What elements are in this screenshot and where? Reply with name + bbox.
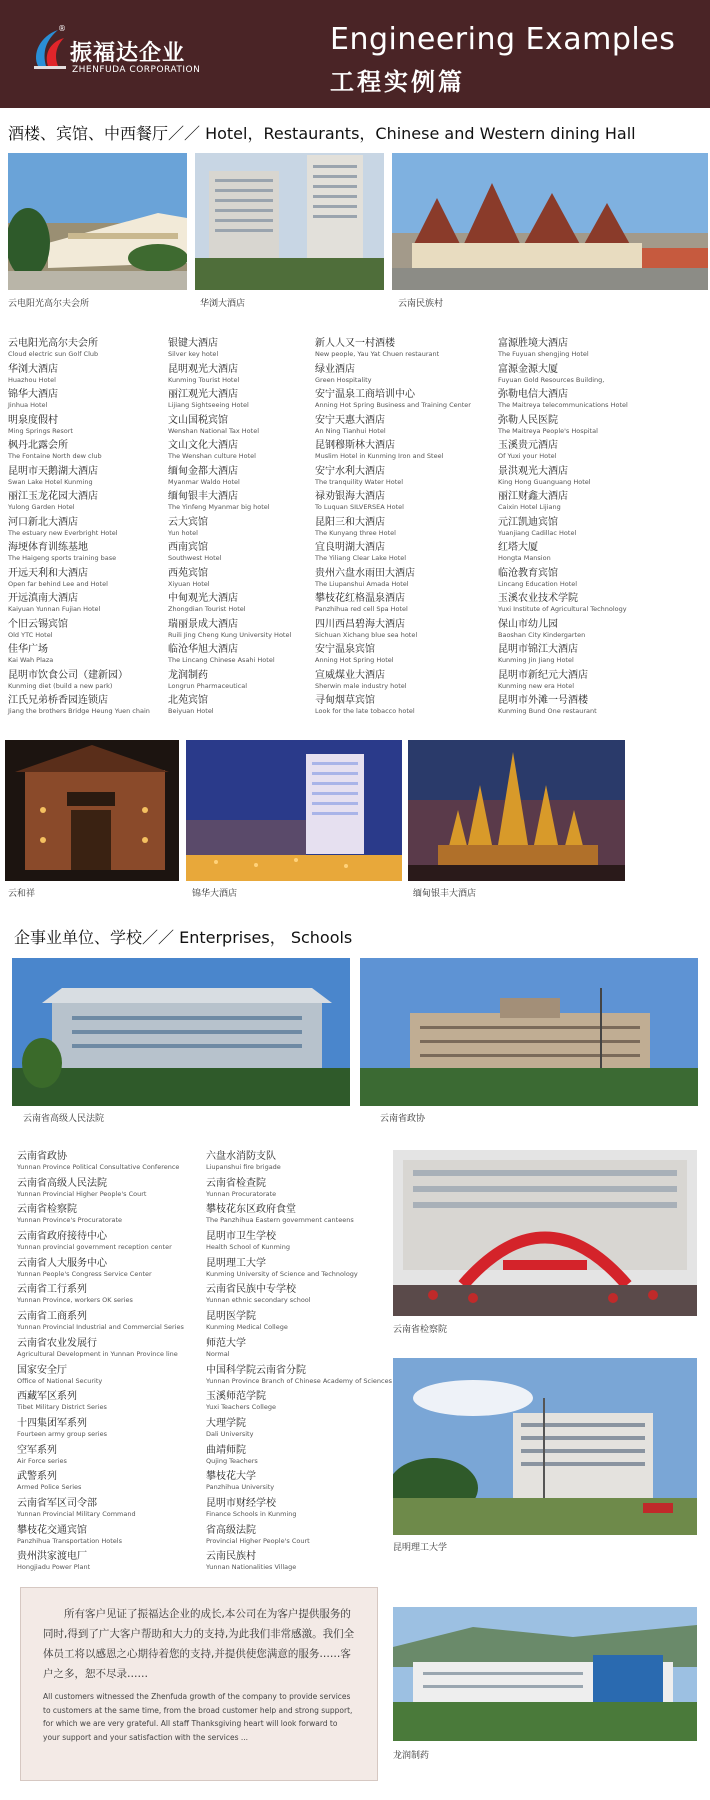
list-item-name-en: Jinhua Hotel [8,401,48,409]
list-item-name-en: Silver key hotel [168,350,219,358]
list-item-name-cn: 十四集团军系列 [17,1417,87,1429]
list-item-name-cn: 个旧云锡宾馆 [8,618,68,630]
list-item [315,439,515,465]
list-item-name-cn: 云南省高级人民法院 [17,1177,107,1189]
list-item-name-cn: 寻甸烟草宾馆 [315,695,375,706]
brand-name-cn: 振福达企业 [70,41,186,66]
list-item [17,1283,207,1310]
list-item-name-cn: 西苑宾馆 [168,567,208,579]
list-item-name-cn: 贵州六盘水雨田大酒店 [315,567,415,579]
list-item [206,1150,396,1177]
list-item-name-en: Open far behind Lee and Hotel [8,579,108,588]
list-item-name-en: Of Yuxi your Hotel [498,452,557,460]
list-item-name-en: Sherwin male industry hotel [315,681,407,690]
photo-yunhexiang [5,740,179,881]
list-item-name-cn: 云南省工商系列 [17,1311,87,1323]
list-item [17,1364,207,1391]
list-item [315,414,515,440]
caption-cppcc: 云南省政协 [380,1114,426,1124]
list-item-name-en: Look for the late tobacco hotel [315,707,415,715]
list-item-name-cn: 江氏兄弟桥香园连锁店 [8,695,108,706]
list-item-name-en: Qujing Teachers [206,1456,258,1465]
list-item-name-cn: 瑞丽景成大酒店 [168,618,238,630]
list-item-name-cn: 昆明医学院 [206,1311,256,1323]
list-item [498,363,698,389]
list-item-name-cn: 昆明观光大酒店 [168,363,238,375]
list-item-name-en: Kunming diet (build a new park) [8,681,113,690]
list-item-name-cn: 云电阳光高尔夫会所 [8,338,98,349]
list-item-name-en: Yunnan Provincial Higher People's Court [17,1189,147,1198]
caption-myanmar-yinfeng-hotel: 缅甸银丰大酒店 [413,889,477,899]
list-item-name-en: Yulong Garden Hotel [8,503,75,511]
list-item-name-cn: 云南省政协 [17,1151,67,1162]
list-item-name-cn: 华浏大酒店 [8,363,58,375]
list-item-name-en: Kunming Bund One restaurant [498,707,597,715]
list-item [206,1417,396,1444]
list-item [17,1203,207,1230]
list-item-name-cn: 文山文化大酒店 [168,440,238,451]
photo-cppcc [360,958,698,1106]
list-item-name-en: Panzhihua Transportation Hotels [17,1536,122,1545]
list-item-name-en: Beiyuan Hotel [168,707,214,715]
list-item-name-en: Yunnan Province's Procuratorate [17,1216,123,1225]
list-item-name-en: Yunnan ethnic secondary school [206,1296,311,1305]
list-item-name-cn: 安宁温泉工商培训中心 [315,389,415,400]
list-item [315,541,515,567]
list-item-name-en: The Wenshan culture Hotel [168,452,256,460]
list-item-name-cn: 云大宾馆 [168,516,208,528]
list-item-name-en: Swan Lake Hotel Kunming [8,477,93,486]
list-item-name-en: Xiyuan Hotel [168,579,210,588]
list-item-name-en: The tranquility Water Hotel [315,477,404,486]
list-item-name-cn: 临沧教育宾馆 [498,567,558,579]
list-item [498,567,698,593]
list-item-name-en: Caixin Hotel Lijiang [498,503,561,511]
section-title-enterprises: 企事业单位、学校／／ Enterprises， Schools [14,928,353,947]
list-item [315,490,515,516]
list-item-name-cn: 云南省人大服务中心 [17,1257,107,1269]
list-item-name-cn: 缅甸银丰大酒店 [168,491,238,502]
list-item-name-en: Dali University [206,1429,254,1438]
registered-mark: ® [58,24,66,33]
list-item-name-cn: 攀枝花大学 [206,1471,256,1483]
list-item [315,388,515,414]
list-item [206,1310,396,1337]
list-item-name-cn: 元江凯迪宾馆 [498,516,558,528]
list-item-name-en: An Ning Tianhui Hotel [315,426,386,435]
list-item-name-cn: 海埂体育训练基地 [8,542,88,553]
header-banner [0,0,710,108]
list-item-name-en: Green Hospitality [315,375,372,384]
list-item-name-cn: 丽江财鑫大酒店 [498,491,568,502]
list-item-name-en: Anning Hot Spring Business and Training Center [315,401,471,409]
list-item [315,516,515,542]
list-item-name-en: Kunming Jin Jiang Hotel [498,656,574,664]
list-item-name-cn: 贵州洪家渡电厂 [17,1551,87,1563]
list-item-name-cn: 弥勒人民医院 [498,414,558,426]
list-item-name-cn: 师范大学 [206,1337,246,1349]
list-item-name-en: Kaiyuan Yunnan Fujian Hotel [8,605,101,613]
list-item [498,592,698,618]
list-item-name-cn: 大理学院 [206,1417,246,1429]
list-item-name-cn: 安宁水利大酒店 [315,465,385,477]
list-item-name-en: Tibet Military District Series [17,1403,107,1412]
list-item-name-cn: 云南民族村 [206,1551,256,1563]
list-item-name-en: The Yinfeng Myanmar big hotel [168,503,270,511]
list-item-name-en: Yuanjiang Cadillac Hotel [498,528,577,537]
list-item-name-en: The Maitreya telecommunications Hotel [498,401,628,409]
list-item-name-cn: 昆明市外滩一号酒楼 [498,695,588,706]
list-item [206,1203,396,1230]
list-item [17,1230,207,1257]
list-item-name-cn: 四川西昌碧海大酒店 [315,618,405,630]
list-item-name-en: Yunnan Provincial Military Command [17,1509,136,1518]
list-item-name-en: The Liupanshui Amada Hotel [315,579,409,588]
list-item-name-en: Wenshan National Tax Hotel [168,426,259,435]
list-item-name-cn: 攀枝花交通宾馆 [17,1524,87,1536]
list-item-name-en: The Kunyang three Hotel [315,528,396,537]
list-item [315,465,515,491]
list-item-name-en: Finance Schools in Kunming [206,1509,297,1518]
list-item-name-en: The Lincang Chinese Asahi Hotel [168,656,275,664]
list-item-name-cn: 云南省农业发展行 [17,1337,97,1349]
list-item-name-en: Yunnan Procuratorate [206,1189,277,1198]
list-item-name-en: The estuary new Everbright Hotel [8,528,118,537]
list-item-name-cn: 六盘水消防支队 [206,1151,276,1162]
list-item [498,669,698,695]
list-item [315,643,515,669]
list-item-name-cn: 丽江观光大酒店 [168,389,238,400]
list-item [206,1497,396,1524]
list-item-name-cn: 云南省工行系列 [17,1284,87,1296]
list-item-name-en: The Fuyuan shengjing Hotel [498,350,589,358]
list-item-name-cn: 昆阳三和大酒店 [315,516,385,528]
list-item-name-cn: 枫丹北露会所 [8,440,68,451]
list-item-name-en: Sichuan Xichang blue sea hotel [315,630,418,639]
list-item-name-en: Yuxi Institute of Agricultural Technology [498,605,627,613]
list-item-name-en: The Maitreya People's Hospital [498,426,598,435]
list-item [498,490,698,516]
list-item-name-cn: 银键大酒店 [168,338,218,349]
list-item [498,694,698,720]
list-item-name-cn: 昆钢穆斯林大酒店 [315,440,395,451]
list-item-name-en: Kunming new era Hotel [498,681,575,690]
caption-huazhou-hotel: 华浏大酒店 [200,299,246,309]
list-item-name-en: New people, Yau Yat Chuen restaurant [315,350,440,358]
list-item [315,592,515,618]
list-item-name-cn: 空军系列 [17,1444,57,1456]
list-item-name-cn: 临沧华旭大酒店 [168,644,238,655]
list-item [17,1337,207,1364]
list-item-name-en: Yun hotel [168,528,198,537]
caption-procuratorate: 云南省检察院 [393,1325,448,1335]
list-item-name-cn: 缅甸金都大酒店 [168,465,238,477]
list-item [498,618,698,644]
photo-golf-club [8,153,187,290]
photo-jinhua-hotel [186,740,402,881]
list-item-name-cn: 文山国税宾馆 [168,414,228,426]
list-item-name-cn: 龙润制药 [168,669,208,681]
list-item [17,1497,207,1524]
list-item-name-en: Provincial Higher People's Court [206,1536,310,1545]
list-item [315,363,515,389]
list-item-name-cn: 昆明市新纪元大酒店 [498,669,588,681]
list-item-name-en: Cloud electric sun Golf Club [8,350,99,358]
list-item-name-en: Yunnan provincial government reception center [17,1243,172,1252]
list-item-name-en: Yuxi Teachers College [206,1403,276,1412]
list-item-name-cn: 武警系列 [17,1471,57,1483]
list-item-name-en: To Luquan SILVERSEA Hotel [315,503,404,511]
list-item [498,643,698,669]
list-item-name-en: Anning Hot Spring Hotel [315,656,394,664]
list-item-name-cn: 丽江玉龙花园大酒店 [8,491,98,502]
list-item-name-cn: 宜良明湖大酒店 [315,542,385,553]
list-item-name-cn: 宣威煤业大酒店 [315,669,385,681]
list-item [206,1390,396,1417]
list-item-name-cn: 富源金源大厦 [498,363,558,375]
list-item-name-en: Yunnan Province Political Consultative Conference [17,1163,180,1171]
page-title-cn: 工程实例篇 [330,68,465,96]
list-item-name-en: Old YTC Hotel [8,630,53,639]
list-item [498,516,698,542]
list-item-name-cn: 玉溪农业技术学院 [498,593,578,604]
list-item-name-cn: 省高级法院 [206,1524,256,1536]
list-item [206,1524,396,1551]
list-item [17,1390,207,1417]
list-item-name-cn: 云南省军区司令部 [17,1497,97,1509]
brand-name-en: ZHENFUDA CORPORATION [72,65,201,75]
list-item [315,618,515,644]
list-item-name-en: Baoshan City Kindergarten [498,630,586,639]
list-item-name-en: Panzhihua University [206,1483,275,1492]
list-item-name-en: Yunnan People's Congress Service Center [17,1269,152,1278]
photo-kunming-univ-sci-tech [393,1358,697,1535]
list-item-name-cn: 新人人又一村酒楼 [315,338,395,349]
list-item-name-en: Armed Police Series [17,1483,82,1492]
list-item [206,1230,396,1257]
list-item-name-cn: 开远滇南大酒店 [8,593,78,604]
caption-nationalities-village: 云南民族村 [398,299,444,309]
list-item [17,1177,207,1204]
list-item-name-en: King Hong Guanguang Hotel [498,477,591,486]
list-item [206,1177,396,1204]
photo-longrun-pharma [393,1607,697,1741]
list-item-name-cn: 攀枝花东区政府食堂 [206,1204,296,1216]
list-item-name-en: Yunnan Provincial Industrial and Commercial Series [17,1323,184,1332]
photo-huazhou-hotel [195,153,384,290]
list-item [206,1364,396,1391]
list-item-name-cn: 云南省民族中专学校 [206,1284,296,1296]
list-item-name-en: The Fontaine North dew club [8,452,102,460]
list-item-name-cn: 国家安全厅 [17,1364,67,1376]
list-item-name-cn: 北苑宾馆 [168,695,208,706]
list-item-name-cn: 昆明市卫生学校 [206,1231,276,1243]
list-item-name-en: Air Force series [17,1456,67,1465]
caption-yunhexiang: 云和祥 [8,889,36,899]
list-item-name-en: Yunnan Province Branch of Chinese Academy of Sciences [206,1376,393,1385]
list-item-name-en: Muslim Hotel in Kunming Iron and Steel [315,452,444,460]
list-item [315,669,515,695]
list-item [315,337,515,363]
list-item [498,388,698,414]
list-item-name-en: Kunming University of Science and Technology [206,1269,358,1278]
list-item-name-cn: 昆明市锦江大酒店 [498,644,578,655]
list-item-name-cn: 开远天利和大酒店 [8,567,88,579]
list-item [17,1524,207,1551]
hotel-list-column-3 [315,337,515,720]
list-item-name-cn: 红塔大厦 [498,542,538,553]
list-item [315,694,515,720]
list-item-name-en: Panzhihua red cell Spa Hotel [315,605,408,613]
list-item-name-cn: 安宁天惠大酒店 [315,414,385,426]
list-item-name-en: Agricultural Development in Yunnan Province line [17,1349,178,1358]
notice-text-en: All customers witnessed the Zhenfuda growth of the company to provide services to customers at the same time, from the broad customer help and strong support, for which we are very grateful. All staff Thanksgiving heart will look forward to your support and your satisfaction with the services ... [43,1692,353,1742]
section-title-hotels: 酒楼、宾馆、中西餐厅／／ Hotel，Restaurants，Chinese and Western dining Hall [8,124,636,143]
caption-longrun-pharma: 龙润制药 [393,1751,430,1761]
list-item-name-cn: 西藏军区系列 [17,1391,77,1403]
list-item [17,1470,207,1497]
list-item [206,1444,396,1471]
photo-nationalities-village [392,153,708,290]
list-item-name-cn: 曲靖师院 [206,1444,246,1456]
list-item-name-cn: 中国科学院云南省分院 [206,1364,306,1376]
caption-golf-club: 云电阳光高尔夫会所 [8,299,90,309]
page-title-en: Engineering Examples [330,22,676,57]
list-item-name-cn: 明泉度假村 [8,414,58,426]
list-item [498,465,698,491]
list-item-name-cn: 中甸观光大酒店 [168,593,238,604]
list-item-name-cn: 安宁温泉宾馆 [315,644,375,655]
list-item-name-cn: 绿业酒店 [315,363,355,375]
list-item-name-cn: 云南省政府接待中心 [17,1231,107,1243]
list-item [17,1444,207,1471]
list-item-name-en: Normal [206,1349,230,1358]
list-item-name-en: Yunnan Nationalities Village [206,1563,297,1572]
list-item-name-en: Longrun Pharmaceutical [168,681,248,690]
list-item-name-en: Myanmar Waldo Hotel [168,477,240,486]
list-item-name-cn: 景洪观光大酒店 [498,465,568,477]
zhenfuda-logo-icon [30,26,70,74]
list-item-name-cn: 攀枝花红格温泉酒店 [315,593,405,604]
list-item-name-en: The Panzhihua Eastern government canteens [206,1216,354,1225]
list-item [17,1550,207,1577]
list-item [17,1150,207,1177]
list-item [206,1337,396,1364]
list-item-name-cn: 富源胜境大酒店 [498,338,568,349]
list-item-name-cn: 云南省检查院 [206,1177,266,1189]
list-item-name-cn: 保山市幼儿园 [498,618,558,630]
caption-jinhua-hotel: 锦华大酒店 [192,889,238,899]
list-item-name-en: The Yiliang Clear Lake Hotel [315,554,407,562]
list-item-name-cn: 玉溪贵元酒店 [498,440,558,451]
list-item-name-en: Kunming Tourist Hotel [168,375,240,384]
photo-higher-peoples-court [12,958,350,1106]
list-item-name-en: Fourteen army group series [17,1429,107,1438]
list-item-name-cn: 昆明理工大学 [206,1257,266,1269]
list-item-name-cn: 昆明市财经学校 [206,1497,276,1509]
list-item-name-en: Health School of Kunming [206,1243,290,1252]
list-item-name-en: Jiang the brothers Bridge Heung Yuen chain [8,707,150,715]
list-item-name-en: Zhongdian Tourist Hotel [168,605,246,613]
list-item [17,1417,207,1444]
photo-myanmar-yinfeng-hotel [408,740,625,881]
list-item-name-cn: 昆明市饮食公司（建新园） [8,669,128,681]
list-item-name-cn: 河口新北大酒店 [8,516,78,528]
list-item-name-en: Hongta Mansion [498,554,551,562]
list-item [315,567,515,593]
enterprise-list-column-2 [206,1150,396,1577]
list-item-name-cn: 云南省检察院 [17,1204,77,1216]
list-item-name-en: Kunming Medical College [206,1323,288,1332]
list-item-name-cn: 弥勒电信大酒店 [498,389,568,400]
list-item-name-cn: 锦华大酒店 [8,389,58,400]
list-item-name-en: Ruili Jing Cheng Kung University Hotel [168,630,292,639]
list-item-name-cn: 佳华广场 [8,644,48,655]
list-item [498,337,698,363]
list-item-name-cn: 玉溪师范学院 [206,1391,266,1403]
list-item-name-en: Fuyuan Gold Resources Building, [498,375,605,384]
list-item [206,1550,396,1577]
list-item-name-en: Lijiang Sightseeing Hotel [168,401,249,409]
list-item [498,541,698,567]
list-item-name-en: Yunnan Province, workers OK series [17,1296,133,1305]
caption-kunming-univ-sci-tech: 昆明理工大学 [393,1543,448,1553]
list-item-name-en: Lincang Education Hotel [498,579,578,588]
list-item-name-en: Ming Springs Resort [8,426,73,435]
customer-thanks-notice [20,1587,378,1781]
list-item-name-cn: 西南宾馆 [168,542,208,553]
list-item-name-en: Hongjiadu Power Plant [17,1563,91,1572]
list-item [206,1283,396,1310]
list-item-name-cn: 昆明市天鹅湖大酒店 [8,465,98,477]
list-item [498,414,698,440]
list-item-name-en: Liupanshui fire brigade [206,1163,281,1171]
list-item-name-cn: 禄劝银海大酒店 [315,491,385,502]
notice-text-cn: 所有客户见证了振福达企业的成长,本公司在为客户提供服务的同时,得到了广大客户帮助和大力的支持,为此我们非常感激。我们全体员工将以感恩之心期待着您的支持,并提供使您满意的服务……客户之多，恕不尽录…… [43,1608,355,1680]
enterprise-list-column-1 [17,1150,207,1577]
list-item [206,1470,396,1497]
caption-higher-peoples-court: 云南省高级人民法院 [23,1114,105,1124]
list-item [17,1310,207,1337]
list-item [206,1257,396,1284]
list-item-name-en: Huazhou Hotel [8,375,56,384]
list-item-name-en: Kai Wah Plaza [8,656,54,664]
list-item-name-en: Office of National Security [17,1376,103,1385]
photo-procuratorate [393,1150,697,1316]
list-item [498,439,698,465]
list-item-name-en: Southwest Hotel [168,554,222,562]
hotel-list-column-4 [498,337,698,720]
list-item [17,1257,207,1284]
list-item-name-en: The Haigeng sports training base [8,554,117,562]
